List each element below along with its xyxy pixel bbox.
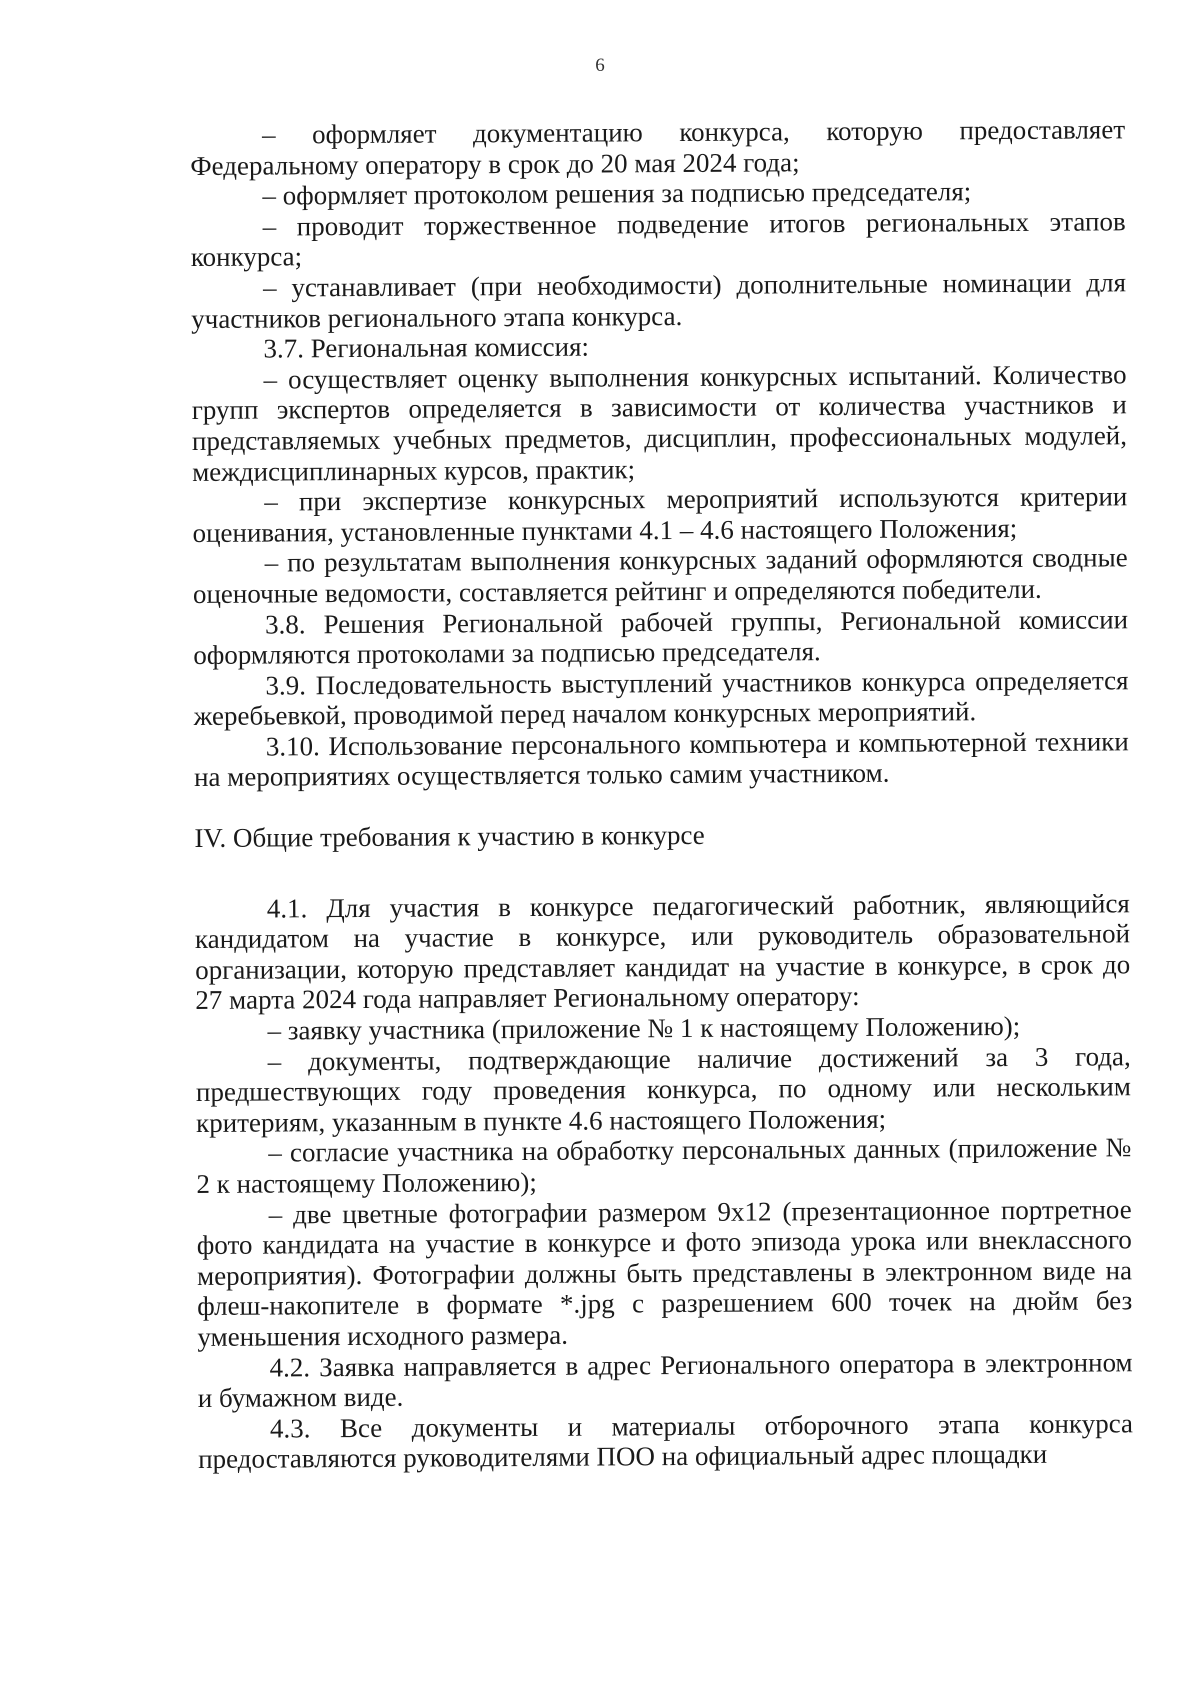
paragraph-3-6-documentation: – оформляет документацию конкурса, которую предоставляет Федеральному оператору в срок до 20 мая 2024 года; <box>190 114 1126 181</box>
paragraph-3-6-nominations: – устанавливает (при необходимости) дополнительные номинации для участников регионального этапа конкурса. <box>191 267 1127 334</box>
paragraph-3-7-ratings: – по результатам выполнения конкурсных заданий оформляются сводные оценочные ведомости, составляется рейтинг и определяются победители. <box>192 542 1128 609</box>
page-number: 6 <box>595 55 605 76</box>
paragraph-4-1-application: – заявку участника (приложение № 1 к настоящему Положению); <box>267 1010 1021 1046</box>
paragraph-3-6-protocol: – оформляет протоколом решения за подписью председателя; <box>262 176 972 211</box>
section-heading-iv: IV. Общие требования к участию в конкурсе <box>194 819 705 854</box>
paragraph-3-6-results: – проводит торжественное подведение итогов региональных этапов конкурса; <box>190 206 1126 273</box>
paragraph-4-2: 4.2. Заявка направляется в адрес Регионального оператора в электронном и бумажном виде. <box>197 1346 1133 1414</box>
paragraph-3-8: 3.8. Решения Региональной рабочей группы, Региональной комиссии оформляются протоколами за подписью председателя. <box>193 603 1129 671</box>
paragraph-3-7-evaluation: – осуществляет оценку выполнения конкурсных испытаний. Количество групп экспертов определяется в зависимости от количества участников и представляемых учебных предметов, дисциплин, профессиональных модулей, междисциплинарных курсов, практик; <box>191 359 1128 487</box>
paragraph-3-7-heading: 3.7. Региональная комиссия: <box>263 331 590 364</box>
paragraph-4-3: 4.3. Все документы и материалы отборочного этапа конкурса предоставляются руководителями ПОО на официальный адрес площадки <box>198 1408 1134 1475</box>
paragraph-4-1-documents: – документы, подтверждающие наличие достижений за 3 года, предшествующих году проведения конкурса, по одному или нескольким критериям, указанным в пункте 4.6 настоящего Положения; <box>195 1040 1132 1138</box>
document-body <box>190 114 1133 1475</box>
paragraph-4-1-photos: – две цветные фотографии размером 9х12 (презентационное портретное фото кандидата на участие в конкурсе и фото эпизода урока или внеклассного мероприятия). Фотографии должны быть представлены в электронном виде на флеш-накопителе в формате *.jpg с разрешением 600 точек на дюйм без уменьшения исходного размера. <box>196 1193 1133 1352</box>
paragraph-3-9: 3.9. Последовательность выступлений участников конкурса определяется жеребьевкой, проводимой перед началом конкурсных мероприятий. <box>193 664 1129 732</box>
paragraph-4-1: 4.1. Для участия в конкурсе педагогический работник, являющийся кандидатом на участие в конкурсе, или руководитель образовательной организации, которую представляет кандидат на участие в конкурсе, в срок до 27 марта 2024 года направляет Региональному оператору: <box>194 887 1131 1016</box>
paragraph-4-1-consent: – согласие участника на обработку персональных данных (приложение № 2 к настоящему Положению); <box>196 1132 1132 1199</box>
paragraph-3-7-criteria: – при экспертизе конкурсных мероприятий используются критерии оценивания, установленные пунктами 4.1 – 4.6 настоящего Положения; <box>192 481 1128 548</box>
paragraph-3-10: 3.10. Использование персонального компьютера и компьютерной техники на мероприятиях осуществляется только самим участником. <box>193 726 1129 793</box>
